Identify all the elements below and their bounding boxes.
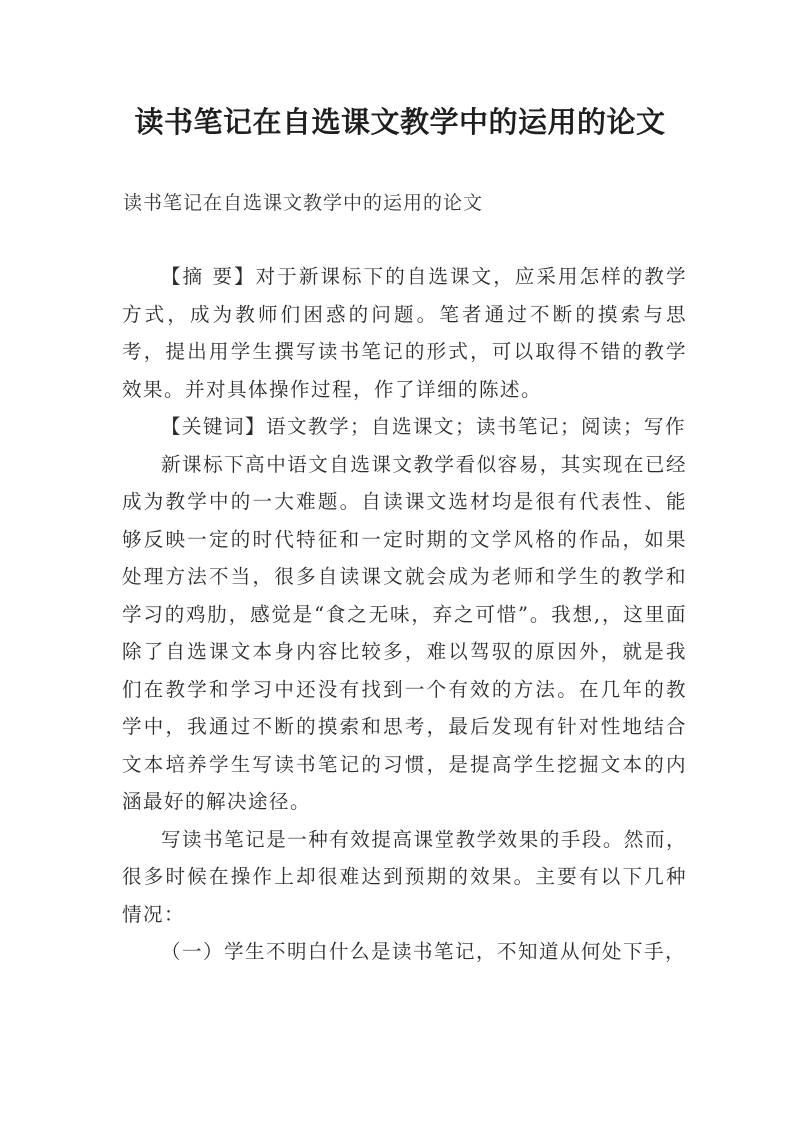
document-body (122, 258, 687, 971)
document-subtitle: 读书笔记在自选课文教学中的运用的论文 (123, 192, 484, 214)
body-paragraph: 写读书笔记是一种有效提高课堂教学效果的手段。然而，很多时候在操作上却很难达到预期的效果。主要有以下几种情况： (122, 827, 687, 926)
keywords-paragraph: 【关键词】语文教学；自选课文；读书笔记；阅读；写作 (161, 415, 687, 438)
list-item-paragraph: （一）学生不明白什么是读书笔记，不知道从何处下手， (161, 940, 687, 963)
abstract-paragraph: 【摘 要】对于新课标下的自选课文，应采用怎样的教学方式，成为教师们困惑的问题。笔者通过不断的摸索与思考，提出用学生撰写读书笔记的形式，可以取得不错的教学效果。并对具体操作过程，作了详细的陈述。 (122, 265, 687, 401)
document-title: 读书笔记在自选课文教学中的运用的论文 (134, 105, 666, 139)
body-paragraph: 新课标下高中语文自选课文教学看似容易，其实现在已经成为教学中的一大难题。自读课文选材均是很有代表性、能够反映一定的时代特征和一定时期的文学风格的作品，如果处理方法不当，很多自读课文就会成为老师和学生的教学和学习的鸡肋，感觉是“食之无味，弃之可惜”。我想,，这里面除了自选课文本身内容比较多，难以驾驭的原因外，就是我们在教学和学习中还没有找到一个有效的方法。在几年的教学中，我通过不断的摸索和思考，最后发现有针对性地结合文本培养学生写读书笔记的习惯，是提高学生挖掘文本的内涵最好的解决途径。 (122, 452, 687, 813)
